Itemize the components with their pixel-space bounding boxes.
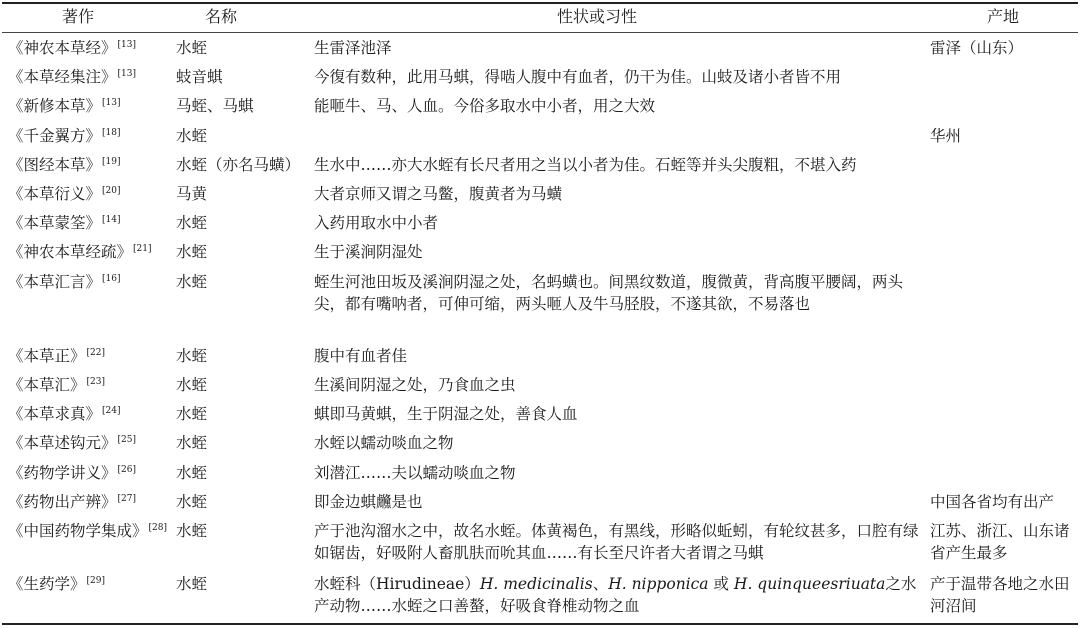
origin-cell: 华州 (930, 127, 962, 145)
name-cell: 水蛭 (176, 39, 208, 57)
book-cell (8, 183, 121, 205)
header-origin: 产地 (987, 7, 1020, 26)
name-cell: 水蛭 (176, 405, 208, 423)
book-title: 《药物出产辨》 (8, 493, 117, 511)
book-title: 《本草正》 (8, 347, 86, 365)
name-cell: 水蛭 (176, 434, 208, 452)
property-text: 水蛭科（Hirudineae） (314, 575, 480, 593)
book-title: 《药物学讲义》 (8, 464, 117, 482)
citation-ref: [13] (102, 97, 121, 108)
book-title: 《中国药物学集成》 (8, 522, 148, 540)
name-cell: 水蛭 (176, 376, 208, 394)
book-cell (8, 520, 167, 542)
citation-ref: [13] (117, 68, 136, 79)
name-cell: 水蛭 (176, 347, 208, 365)
citation-ref: [14] (102, 214, 121, 225)
property-text: 、 (592, 575, 609, 593)
header-book: 著作 (62, 7, 95, 26)
citation-ref: [19] (102, 156, 121, 167)
table-bottom-rule (2, 623, 1078, 625)
property-cell: 生水中……亦大水蛭有长尺者用之当以小者为佳。石蛭等并头尖腹粗，不堪入药 (314, 156, 857, 174)
book-cell (8, 66, 136, 88)
book-title: 《本草汇言》 (8, 273, 102, 291)
citation-ref: [23] (86, 376, 105, 387)
species-name: H. quinqueesriuata (733, 575, 886, 593)
citation-ref: [27] (117, 493, 136, 504)
book-title: 《生药学》 (8, 575, 86, 593)
property-cell: 大者京师又谓之马鳖，腹黄者为马蟥 (314, 185, 563, 203)
origin-cell: 雷泽（山东） (930, 39, 1024, 57)
name-cell: 水蛭 (176, 522, 208, 540)
property-cell: 产于池沟溜水之中，故名水蛭。体黄褐色，有黑线，形略似蚯蚓，有轮纹甚多，口腔有绿如锯齿，好吸附人畜肌肤而吮其血……有长至尺许者大者谓之马蜞 (314, 522, 919, 562)
citation-ref: [26] (117, 464, 136, 475)
name-cell: 马黄 (176, 185, 208, 203)
name-cell: 水蛭（亦名马蟥） (176, 156, 301, 174)
citation-ref: [21] (133, 243, 152, 254)
book-title: 《本草衍义》 (8, 185, 102, 203)
book-title: 《本草蒙筌》 (8, 214, 102, 232)
property-text: 之水产动物……水蛭之口善螯，好吸食脊椎动物之血 (314, 575, 917, 615)
property-cell: 蜞即马黄蜞，生于阴湿之处，善食人血 (314, 405, 578, 423)
property-cell: 刘潜江……夫以蠕动啖血之物 (314, 464, 516, 482)
name-cell: 水蛭 (176, 575, 208, 593)
property-cell: 即金边蜞虪是也 (314, 493, 423, 511)
citation-ref: [25] (117, 434, 136, 445)
book-title: 《本草汇》 (8, 376, 86, 394)
citation-ref: [20] (102, 185, 121, 196)
book-cell (8, 573, 105, 595)
property-cell: 生雷泽池泽 (314, 39, 392, 57)
book-cell (8, 154, 121, 176)
origin-cell: 中国各省均有出产 (930, 493, 1055, 511)
name-cell: 水蛭 (176, 273, 208, 291)
book-cell (8, 271, 121, 293)
property-cell: 今復有数种，此用马蜞，得啮人腹中有血者，仍干为佳。山蚑及诸小者皆不用 (314, 68, 842, 86)
book-cell (8, 37, 136, 59)
book-title: 《神农本草经疏》 (8, 243, 133, 261)
table-header-rule (2, 32, 1078, 33)
book-title: 《神农本草经》 (8, 39, 117, 57)
header-property: 性状或习性 (557, 7, 638, 26)
book-title: 《本草述钩元》 (8, 434, 117, 452)
name-cell: 水蛭 (176, 127, 208, 145)
species-name: H. nipponica (608, 575, 709, 593)
book-cell (8, 125, 121, 147)
property-text: 或 (708, 575, 734, 593)
property-cell: 腹中有血者佳 (314, 347, 408, 365)
name-cell: 水蛭 (176, 214, 208, 232)
book-cell (8, 462, 136, 484)
citation-ref: [18] (102, 127, 121, 138)
property-cell: 能咂牛、马、人血。今俗多取水中小者，用之大效 (314, 97, 656, 115)
citation-ref: [24] (102, 405, 121, 416)
book-title: 《本草求真》 (8, 405, 102, 423)
citation-ref: [28] (148, 522, 167, 533)
book-cell (8, 241, 152, 263)
table-top-rule (2, 2, 1078, 4)
property-cell: 生溪间阴湿之处，乃食血之虫 (314, 376, 516, 394)
property-cell: 蛭生河池田坂及溪涧阴湿之处，名蚂蟥也。间黑纹数道，腹微黄，背高腹平腰阔，两头尖，都有嘴呐者，可伸可缩，两头咂人及牛马胫股，不遂其欲，不易落也 (314, 273, 904, 313)
book-title: 《图经本草》 (8, 156, 102, 174)
property-cell: 水蛭以蠕动啖血之物 (314, 434, 454, 452)
name-cell: 水蛭 (176, 493, 208, 511)
property-cell (314, 573, 928, 617)
property-cell: 生于溪涧阴湿处 (314, 243, 423, 261)
book-cell (8, 374, 105, 396)
book-cell (8, 491, 136, 513)
citation-ref: [29] (86, 575, 105, 586)
citation-ref: [16] (102, 273, 121, 284)
name-cell: 水蛭 (176, 243, 208, 261)
book-title: 《本草经集注》 (8, 68, 117, 86)
book-title: 《新修本草》 (8, 97, 102, 115)
book-title: 《千金翼方》 (8, 127, 102, 145)
book-cell (8, 345, 105, 367)
name-cell: 蚑音蜞 (176, 68, 223, 86)
citation-ref: [22] (86, 347, 105, 358)
citation-ref: [13] (117, 39, 136, 50)
name-cell: 水蛭 (176, 464, 208, 482)
name-cell: 马蛭、马蜞 (176, 97, 254, 115)
property-cell: 入药用取水中小者 (314, 214, 439, 232)
species-name: H. medicinalis (479, 575, 593, 593)
book-cell (8, 95, 121, 117)
origin-cell: 江苏、浙江、山东诸省产生最多 (930, 522, 1070, 562)
origin-cell: 产于温带各地之水田河沼间 (930, 575, 1070, 615)
book-cell (8, 432, 136, 454)
header-name: 名称 (205, 7, 238, 26)
book-cell (8, 212, 121, 234)
book-cell (8, 403, 121, 425)
